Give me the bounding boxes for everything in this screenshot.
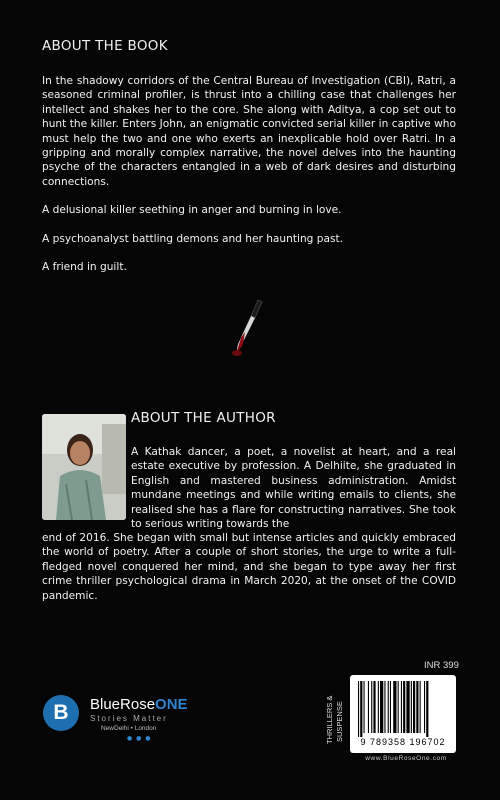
isbn-digits: 9 789358 196702 bbox=[360, 737, 446, 747]
book-synopsis: In the shadowy corridors of the Central Bureau of Investigation (CBI), Ratri, a seasoned criminal profiler, is thrust into a chilling case that challenges her intellect and shakes her to the core. She along with Aditya, a cop set out to hunt the killer. Enters John, an enigmatic convicted serial killer in captive who must help the two and one who exerts an inexplicable hold over Ratri. In a gripping and morally complex narrative, the novel delves into the haunting psyche of the characters entangled in a web of dark desires and disturbing connections. bbox=[42, 75, 456, 188]
barcode-bar bbox=[420, 681, 421, 733]
barcode-bar bbox=[388, 681, 389, 733]
isbn-barcode bbox=[350, 675, 456, 753]
genre-line-2: SUSPENSE bbox=[335, 701, 344, 742]
publisher-logo bbox=[43, 690, 213, 750]
barcode-bar bbox=[373, 681, 375, 733]
barcode-bar bbox=[416, 681, 418, 733]
social-media-icons: ● ● ● bbox=[127, 735, 152, 742]
barcode-bar bbox=[403, 681, 405, 733]
barcode-bar bbox=[358, 681, 359, 737]
barcode-bar bbox=[368, 681, 369, 733]
about-author-text bbox=[42, 445, 456, 602]
genre-line-1: THRILLERS & bbox=[325, 695, 334, 744]
barcode-icon bbox=[350, 675, 456, 737]
publisher-cities: NewDelhi • London bbox=[101, 725, 157, 732]
bluerose-logo-icon bbox=[43, 695, 79, 731]
barcode-bar bbox=[390, 681, 391, 733]
barcode-bar bbox=[378, 681, 379, 733]
logo-letter: B bbox=[53, 701, 69, 724]
about-author-heading: ABOUT THE AUTHOR bbox=[131, 410, 276, 426]
barcode-bar bbox=[384, 681, 385, 733]
author-photo bbox=[42, 414, 126, 520]
barcode-bar bbox=[411, 681, 412, 733]
publisher-website: www.BlueRoseOne.com bbox=[365, 755, 447, 762]
barcode-bar bbox=[364, 681, 365, 733]
barcode-bar bbox=[380, 681, 383, 733]
tagline-psychoanalyst: A psychoanalyst battling demons and her haunting past. bbox=[42, 232, 344, 245]
barcode-bar bbox=[406, 681, 409, 733]
barcode-bar bbox=[371, 681, 372, 733]
barcode-bar bbox=[426, 681, 428, 737]
author-bio-part2: end of 2016. She began with small but intense articles and quickly embraced the world of poetry. After a couple of short stories, the urge to write a full-fledged novel conquered her mind, and she began to type away her first crime thriller psychological drama in March 2020, at the onset of the COVID pandemic. bbox=[42, 532, 456, 602]
barcode-bar bbox=[393, 681, 396, 733]
about-book-heading: ABOUT THE BOOK bbox=[42, 38, 168, 54]
barcode-bar bbox=[398, 681, 399, 733]
price-label: INR 399 bbox=[424, 660, 459, 671]
publisher-name-main: BlueRose bbox=[90, 696, 156, 713]
genre-label bbox=[322, 684, 348, 744]
publisher-name-accent: ONE bbox=[155, 696, 188, 713]
barcode-bar bbox=[413, 681, 415, 733]
publisher-tagline: Stories Matter bbox=[90, 714, 168, 723]
bloody-knife-icon bbox=[228, 298, 268, 360]
tagline-friend: A friend in guilt. bbox=[42, 261, 127, 274]
about-book-text bbox=[42, 74, 456, 288]
tagline-killer: A delusional killer seething in anger and burning in love. bbox=[42, 204, 342, 217]
barcode-bar bbox=[424, 681, 425, 733]
barcode-bar bbox=[401, 681, 402, 733]
publisher-name bbox=[90, 696, 188, 713]
author-bio-part1: A Kathak dancer, a poet, a novelist at heart, and a real estate executive by profession. A Delhiite, she graduated in English and mastered business administration. Amidst mundane meetings and while writing emails to clients, she realised she has a flare for constructing narratives. She took to serious writing towards the bbox=[131, 446, 456, 531]
barcode-bar bbox=[360, 681, 362, 737]
